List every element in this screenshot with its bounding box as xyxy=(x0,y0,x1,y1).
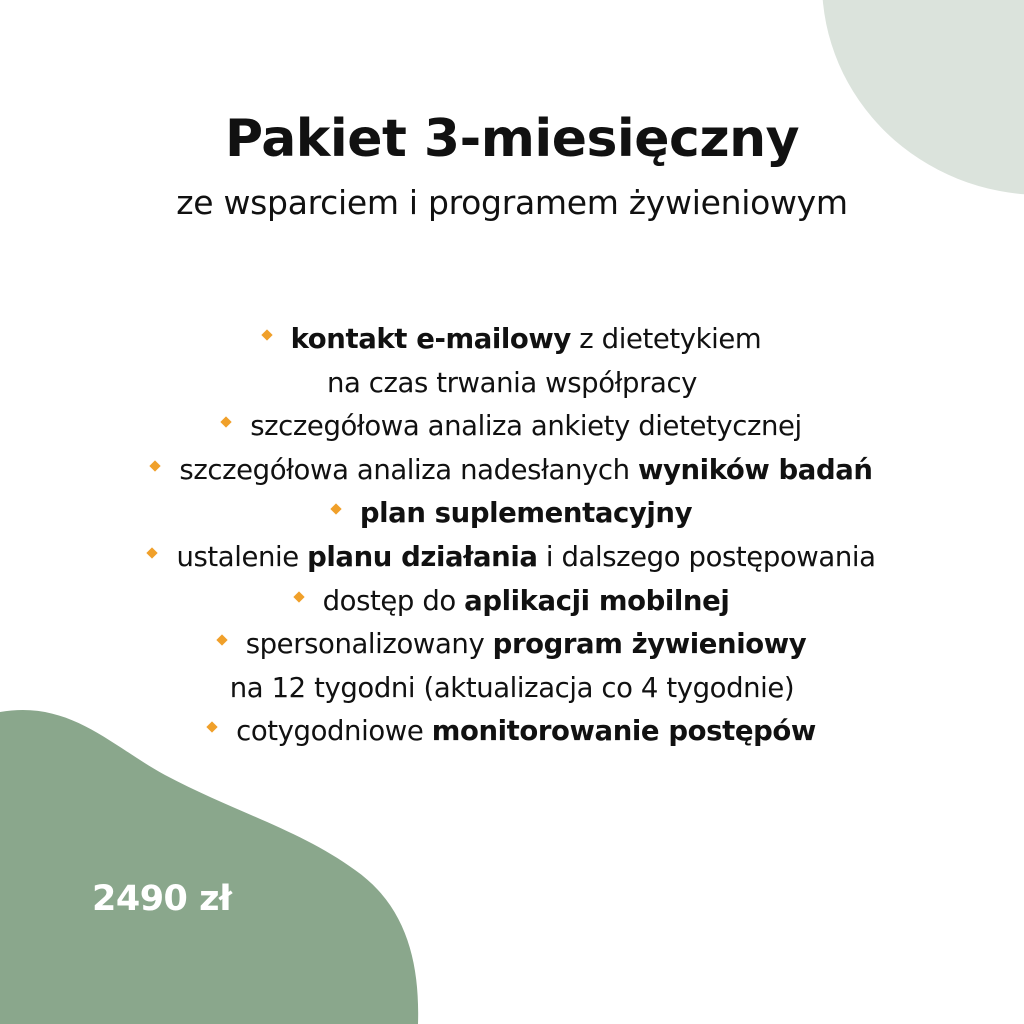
diamond-bullet-icon xyxy=(330,504,341,515)
feature-text: dostęp do xyxy=(322,584,465,617)
feature-text: spersonalizowany xyxy=(245,628,493,661)
page-title: Pakiet 3-miesięczny xyxy=(224,109,800,169)
feature-survey-analysis xyxy=(0,405,1024,449)
feature-bold-text: kontakt e-mailowy xyxy=(290,323,571,355)
diamond-bullet-icon xyxy=(206,722,217,733)
feature-bold-text: monitorowanie postępów xyxy=(431,715,816,748)
feature-supplement-plan xyxy=(0,492,1024,536)
diamond-bullet-icon xyxy=(261,329,272,340)
diamond-bullet-icon xyxy=(216,634,227,645)
page-subtitle: ze wsparciem i programem żywieniowym xyxy=(176,183,848,222)
feature-bold-text: plan suplementacyjny xyxy=(359,497,693,530)
diamond-bullet-icon xyxy=(221,417,232,428)
feature-results-analysis xyxy=(0,449,1024,493)
feature-text-line2: na 12 tygodni (aktualizacja co 4 tygodnie) xyxy=(229,671,795,704)
feature-list xyxy=(0,318,1024,754)
diamond-bullet-icon xyxy=(150,460,161,471)
feature-text: szczegółowa analiza nadesłanych xyxy=(179,453,638,486)
feature-text: szczegółowa analiza ankiety dietetycznej xyxy=(250,410,802,443)
feature-text: i dalszego postępowania xyxy=(537,540,876,573)
feature-text: cotygodniowe xyxy=(236,715,432,748)
feature-bold-text: aplikacji mobilnej xyxy=(464,584,730,617)
feature-text-line2: na czas trwania współpracy xyxy=(326,366,698,399)
feature-mobile-app xyxy=(0,580,1024,624)
diamond-bullet-icon xyxy=(293,591,304,602)
feature-text: z dietetykiem xyxy=(570,323,762,355)
feature-action-plan xyxy=(0,536,1024,580)
feature-bold-text: program żywieniowy xyxy=(492,628,807,661)
feature-bold-text: wyników badań xyxy=(637,453,873,486)
feature-text: ustalenie xyxy=(176,540,308,573)
feature-bold-text: planu działania xyxy=(307,540,538,573)
feature-nutrition-program xyxy=(0,623,1024,710)
diamond-bullet-icon xyxy=(147,547,158,558)
price-label: 2490 zł xyxy=(92,879,232,919)
feature-progress-monitoring xyxy=(0,710,1024,754)
feature-email-contact xyxy=(0,318,1024,405)
